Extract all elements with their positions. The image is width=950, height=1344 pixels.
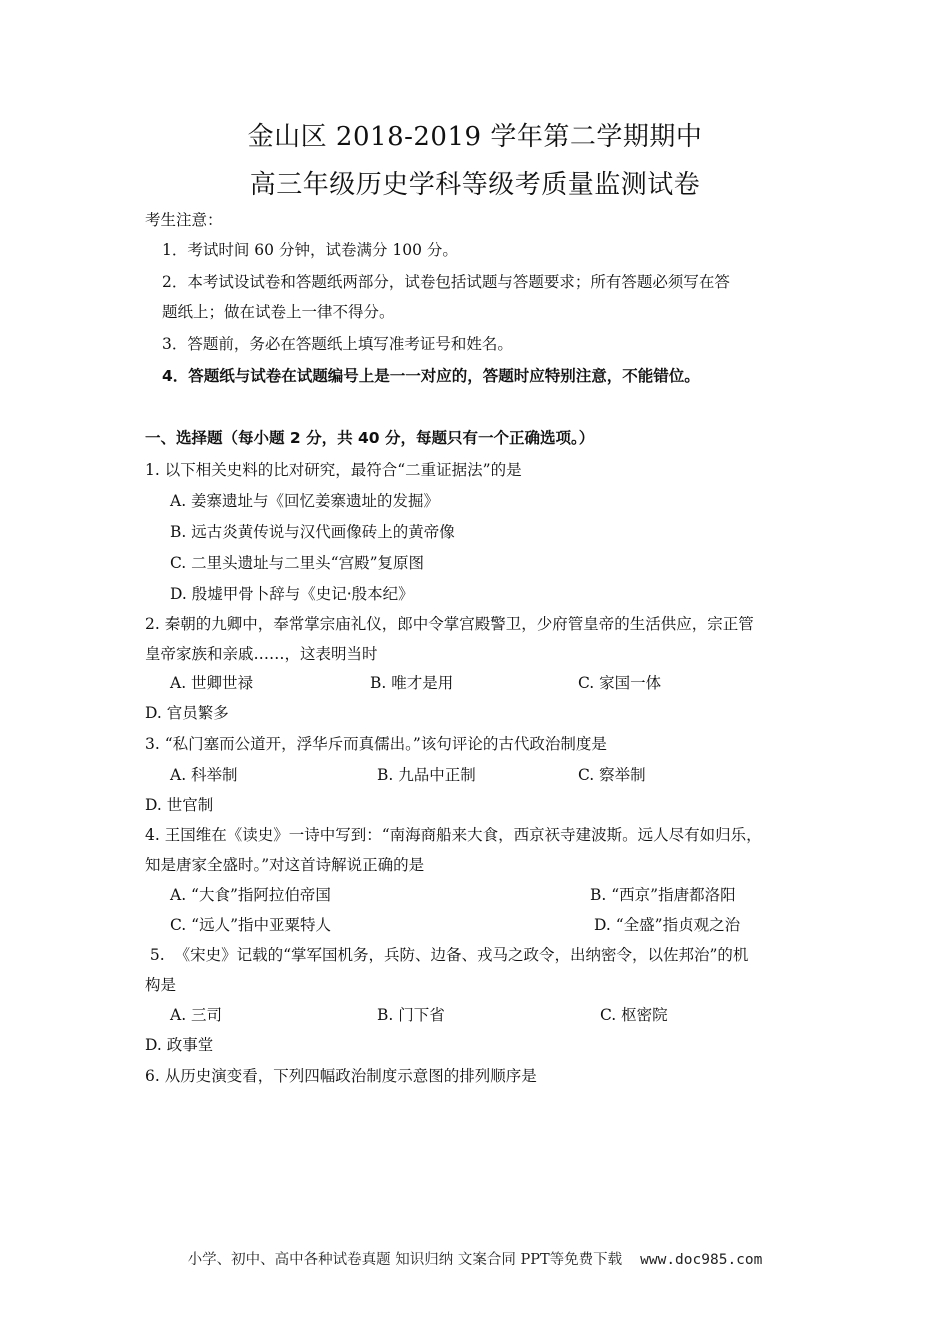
q5-option-b: B. 门下省 [377, 1006, 445, 1024]
q3-option-b: B. 九品中正制 [377, 766, 476, 784]
footer-text: 小学、初中、高中各种试卷真题 知识归纳 文案合同 PPT等免费下载 [187, 1252, 623, 1268]
notice-heading: 考生注意： [145, 211, 223, 229]
exam-title-line1: 金山区 2018-2019 学年第二学期期中 [247, 122, 703, 152]
q3-stem: 3. “私门塞而公道开，浮华斥而真儒出。”该句评论的古代政治制度是 [145, 735, 607, 753]
q1-option-b: B. 远古炎黄传说与汉代画像砖上的黄帝像 [170, 523, 455, 541]
q1-option-a: A. 姜寨遗址与《回忆姜寨遗址的发掘》 [170, 492, 440, 510]
q6-stem: 6. 从历史演变看，下列四幅政治制度示意图的排列顺序是 [145, 1067, 537, 1085]
q5-option-c: C. 枢密院 [600, 1006, 668, 1024]
q4-option-d: D. “全盛”指贞观之治 [594, 916, 741, 934]
notice-item-4: 4．答题纸与试卷在试题编号上是一一对应的，答题时应特别注意，不能错位。 [162, 367, 700, 385]
page-footer [0, 1248, 950, 1269]
notice-item-1: 1．考试时间 60 分钟，试卷满分 100 分。 [162, 241, 458, 259]
q4-stem-b: 知是唐家全盛时。”对这首诗解说正确的是 [145, 856, 425, 874]
q4-option-c: C. “远人”指中亚粟特人 [170, 916, 332, 934]
q4-stem-a: 4. 王国维在《读史》一诗中写到：“南海商船来大食，西京祆寺建波斯。远人尽有如归乐， [145, 826, 762, 844]
q4-option-a: A. “大食”指阿拉伯帝国 [170, 886, 331, 904]
q5-stem-b: 构是 [145, 976, 177, 994]
q2-option-d: D. 官员繁多 [145, 704, 229, 722]
q3-option-c: C. 察举制 [578, 766, 646, 784]
q2-stem-b: 皇帝家族和亲戚……，这表明当时 [145, 645, 378, 663]
q5-stem-a: 5. 《宋史》记载的“掌军国机务，兵防、边备、戎马之政令，出纳密令，以佐邦治”的机 [145, 946, 749, 964]
notice-item-3: 3．答题前，务必在答题纸上填写准考证号和姓名。 [162, 335, 513, 353]
q5-option-d: D. 政事堂 [145, 1036, 214, 1054]
q1-stem: 1. 以下相关史料的比对研究，最符合“二重证据法”的是 [145, 461, 522, 479]
section-heading: 一、选择题（每小题 2 分，共 40 分，每题只有一个正确选项。） [145, 429, 595, 447]
q1-option-d: D. 殷墟甲骨卜辞与《史记·殷本纪》 [170, 585, 414, 603]
notice-item-2a: 2．本考试设试卷和答题纸两部分，试卷包括试题与答题要求；所有答题必须写在答 [162, 273, 730, 291]
footer-url[interactable]: www.doc985.com [640, 1252, 763, 1268]
q2-option-a: A. 世卿世禄 [170, 674, 254, 692]
q2-stem-a: 2. 秦朝的九卿中，奉常掌宗庙礼仪，郎中令掌宫殿警卫，少府管皇帝的生活供应，宗正管 [145, 615, 754, 633]
q1-option-c: C. 二里头遗址与二里头“宫殿”复原图 [170, 554, 425, 572]
exam-title-line2: 高三年级历史学科等级考质量监测试卷 [249, 170, 701, 200]
q2-option-c: C. 家国一体 [578, 674, 662, 692]
q3-option-a: A. 科举制 [170, 766, 238, 784]
q5-option-a: A. 三司 [170, 1006, 223, 1024]
q2-option-b: B. 唯才是用 [370, 674, 454, 692]
q4-option-b: B. “西京”指唐都洛阳 [590, 886, 736, 904]
q3-option-d: D. 世官制 [145, 796, 214, 814]
notice-item-2b: 题纸上；做在试卷上一律不得分。 [162, 303, 395, 321]
